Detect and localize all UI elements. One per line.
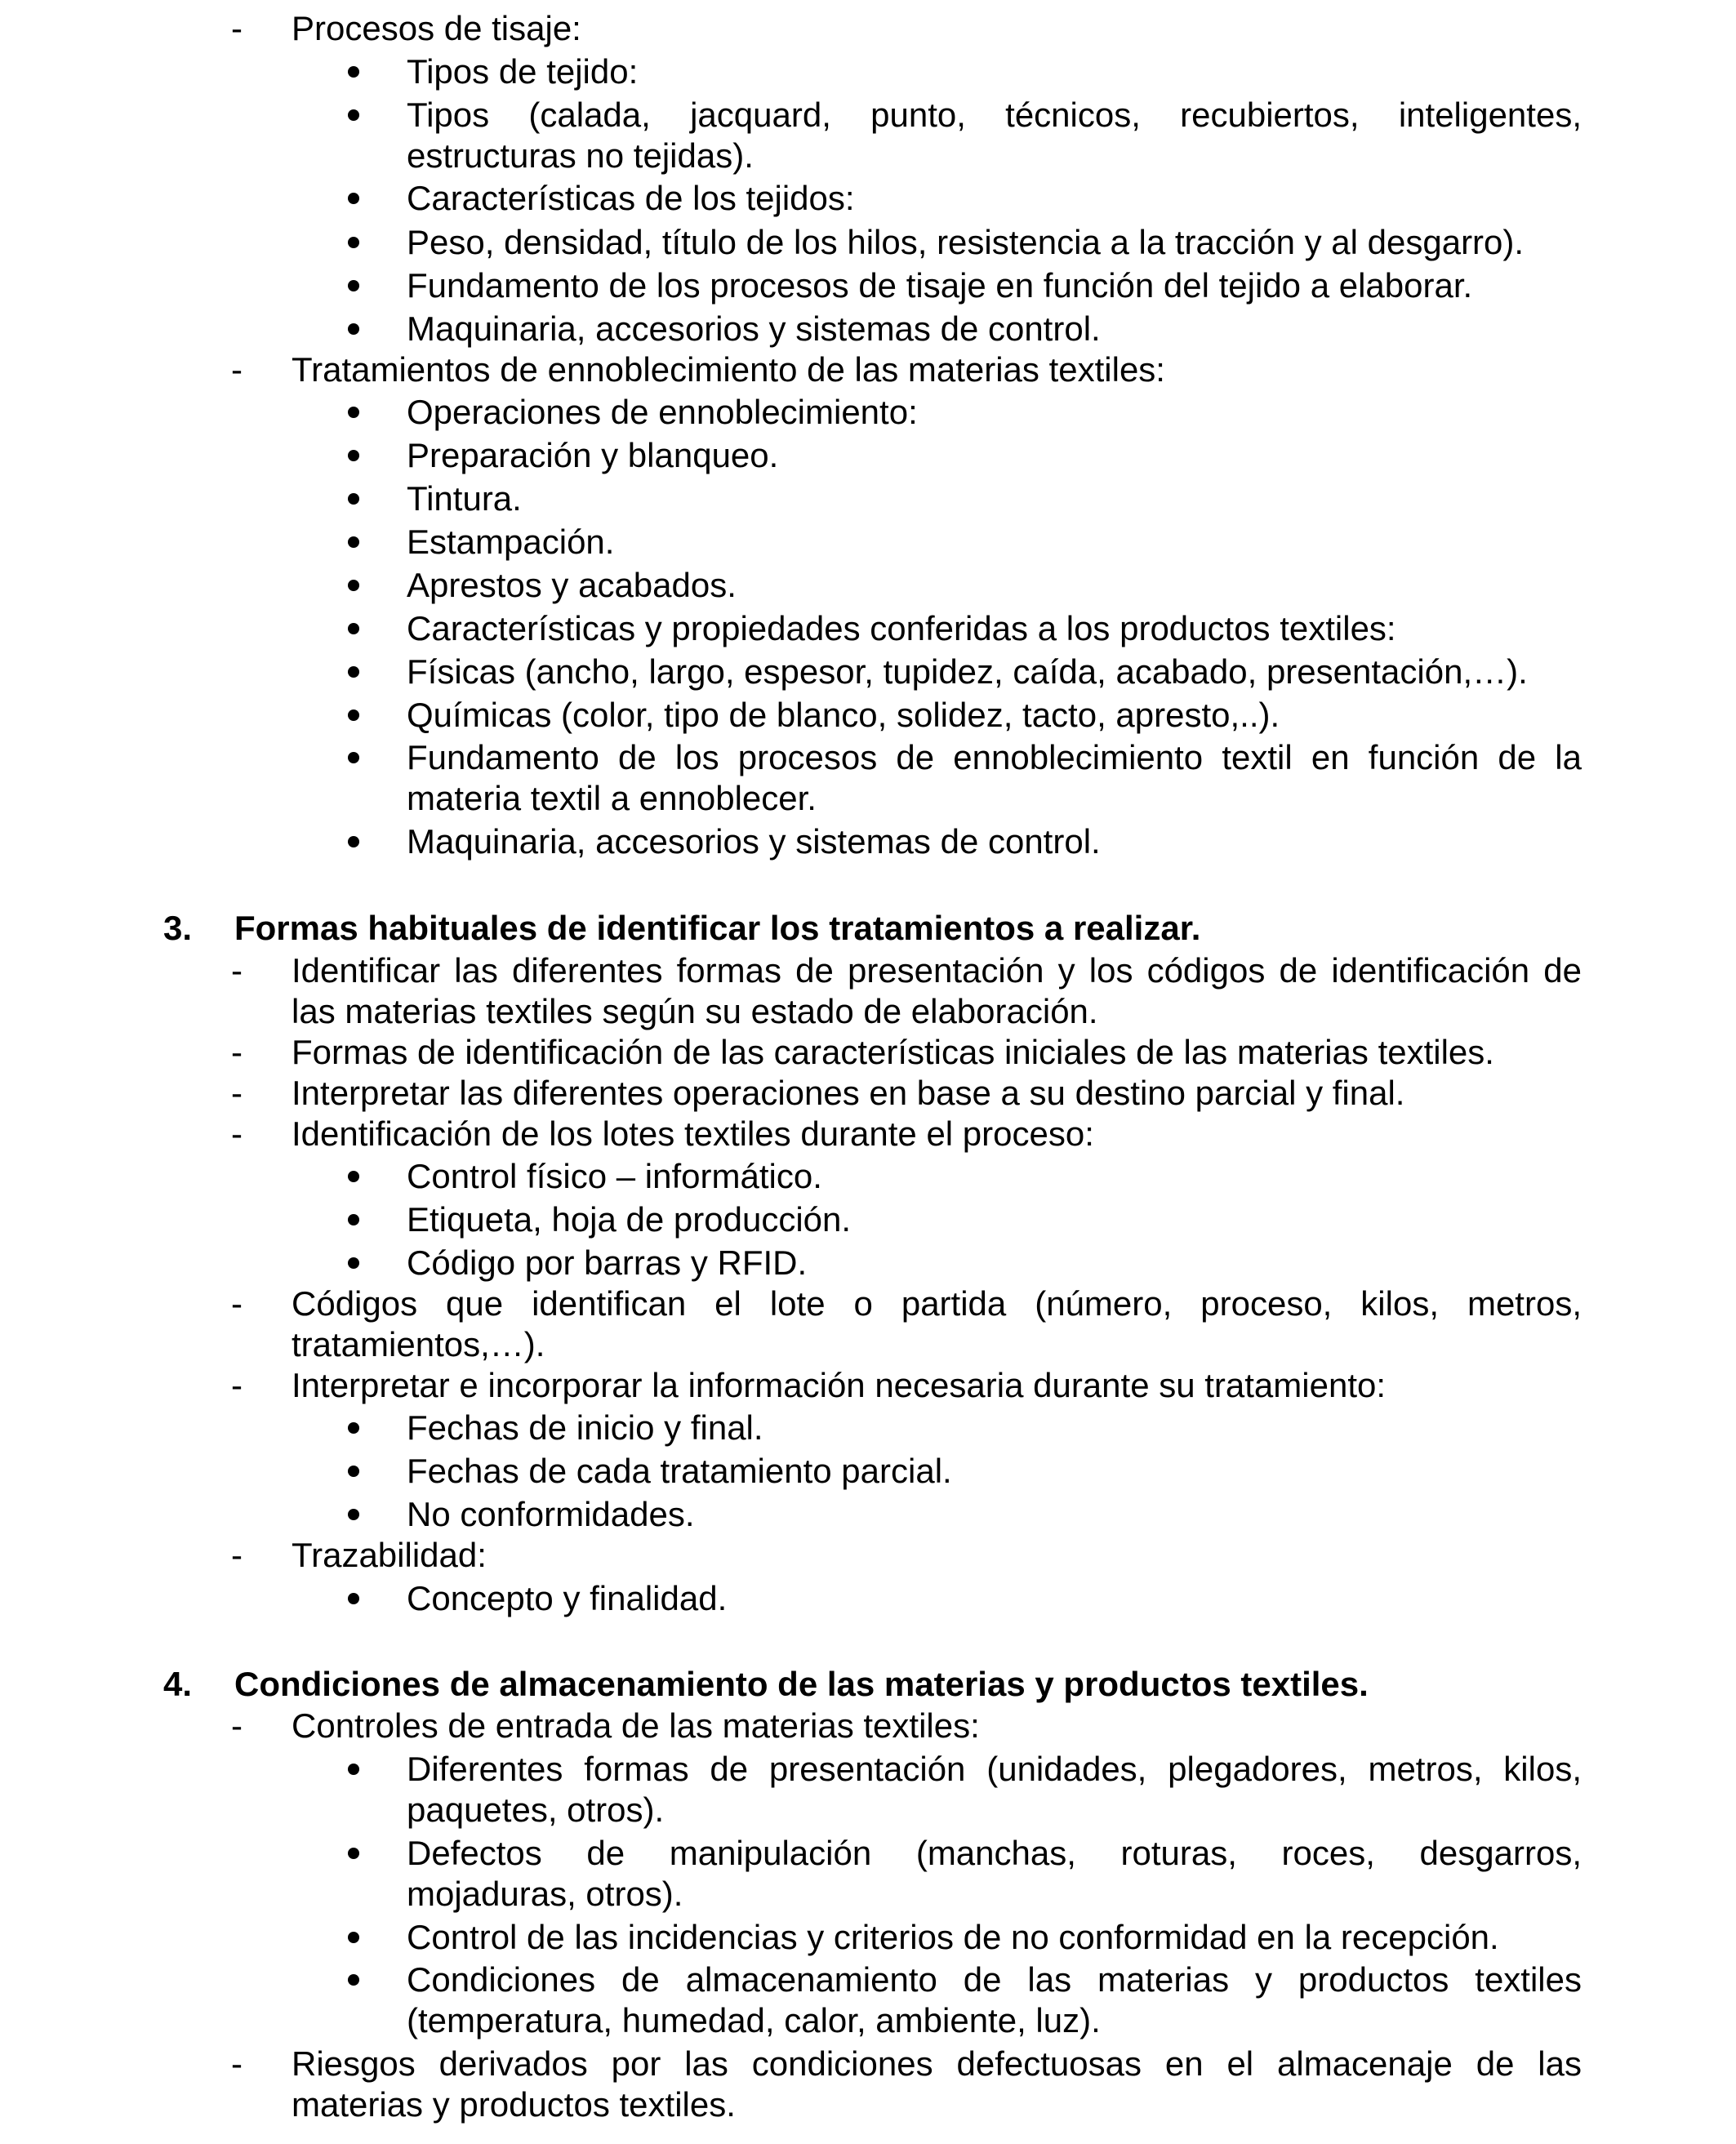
bullet-icon <box>346 222 364 263</box>
list-item: Peso, densidad, título de los hilos, resistencia a la tracción y al desgarro). <box>407 223 1525 261</box>
dash-marker: - <box>231 350 243 389</box>
section-heading: Formas habituales de identificar los tratamientos a realizar. <box>234 909 1201 947</box>
list-item: Físicas (ancho, largo, espesor, tupidez, caída, acabado, presentación,…). <box>407 652 1528 691</box>
list-item-continuation: las materias textiles según su estado de elaboración. <box>292 992 1098 1030</box>
bullet-icon <box>346 1494 364 1535</box>
bullet-icon <box>346 1578 364 1619</box>
bullet-icon <box>346 737 364 778</box>
list-item-continuation: estructuras no tejidas). <box>407 136 754 175</box>
list-item: Control físico – informático. <box>407 1157 822 1195</box>
bullet-icon <box>346 652 364 692</box>
list-item-continuation: materia textil a ennoblecer. <box>407 779 817 817</box>
bullet-icon <box>346 1749 364 1790</box>
bullet-icon <box>346 1917 364 1958</box>
list-item: Códigos que identifican el lote o partida (número, proceso, kilos, metros, <box>292 1284 1582 1323</box>
list-item: Características y propiedades conferidas a los productos textiles: <box>407 609 1396 647</box>
list-item: Interpretar las diferentes operaciones en base a su destino parcial y final. <box>292 1074 1405 1112</box>
bullet-icon <box>346 95 364 136</box>
list-item: Diferentes formas de presentación (unidades, plegadores, metros, kilos, <box>407 1750 1582 1788</box>
bullet-icon <box>346 1451 364 1492</box>
bullet-icon <box>346 1959 364 2000</box>
dash-marker: - <box>231 1033 243 1071</box>
list-item: Fundamento de los procesos de tisaje en función del tejido a elaborar. <box>407 266 1473 305</box>
list-item: Condiciones de almacenamiento de las materias y productos textiles <box>407 1960 1582 1999</box>
bullet-icon <box>346 1833 364 1874</box>
bullet-icon <box>346 392 364 433</box>
bullet-icon <box>346 821 364 862</box>
dash-marker: - <box>231 1114 243 1153</box>
list-item: Operaciones de ennoblecimiento: <box>407 393 918 431</box>
dash-marker: - <box>231 1536 243 1574</box>
list-item: Preparación y blanqueo. <box>407 436 779 474</box>
list-item: Interpretar e incorporar la información necesaria durante su tratamiento: <box>292 1366 1387 1404</box>
bullet-icon <box>346 435 364 476</box>
dash-marker: - <box>231 951 243 990</box>
list-item: Tipos (calada, jacquard, punto, técnicos, recubiertos, inteligentes, <box>407 96 1582 134</box>
dash-marker: - <box>231 1366 243 1404</box>
list-item: Características de los tejidos: <box>407 179 855 217</box>
section-number: 4. <box>163 1665 193 1703</box>
list-item: Etiqueta, hoja de producción. <box>407 1200 852 1239</box>
bullet-icon <box>346 1156 364 1197</box>
list-item: Defectos de manipulación (manchas, roturas, roces, desgarros, <box>407 1834 1582 1872</box>
bullet-icon <box>346 565 364 606</box>
list-item: Fundamento de los procesos de ennoblecimiento textil en función de la <box>407 738 1582 776</box>
bullet-icon <box>346 1199 364 1240</box>
list-item: Riesgos derivados por las condiciones defectuosas en el almacenaje de las <box>292 2044 1582 2083</box>
list-item: Tipos de tejido: <box>407 52 639 91</box>
dash-marker: - <box>231 1706 243 1745</box>
list-item-continuation: materias y productos textiles. <box>292 2085 736 2124</box>
list-item: Trazabilidad: <box>292 1536 487 1574</box>
list-item: Formas de identificación de las características iniciales de las materias textiles. <box>292 1033 1494 1071</box>
list-item: Tintura. <box>407 479 522 518</box>
dash-marker: - <box>231 1074 243 1112</box>
dash-marker: - <box>231 9 243 47</box>
list-item: Procesos de tisaje: <box>292 9 581 47</box>
list-item: Fechas de inicio y final. <box>407 1408 763 1447</box>
bullet-icon <box>346 695 364 736</box>
list-item: Estampación. <box>407 523 615 561</box>
list-item: Código por barras y RFID. <box>407 1243 808 1282</box>
list-item: Aprestos y acabados. <box>407 566 737 604</box>
list-item: Concepto y finalidad. <box>407 1579 728 1617</box>
dash-marker: - <box>231 2044 243 2083</box>
list-item: No conformidades. <box>407 1495 695 1533</box>
dash-marker: - <box>231 1284 243 1323</box>
bullet-icon <box>346 265 364 306</box>
list-item: Tratamientos de ennoblecimiento de las materias textiles: <box>292 350 1165 389</box>
bullet-icon <box>346 608 364 649</box>
section-heading: Condiciones de almacenamiento de las materias y productos textiles. <box>234 1665 1369 1703</box>
list-item: Fechas de cada tratamiento parcial. <box>407 1452 952 1490</box>
list-item-continuation: paquetes, otros). <box>407 1790 665 1829</box>
list-item-continuation: tratamientos,…). <box>292 1325 545 1363</box>
bullet-icon <box>346 1408 364 1448</box>
list-item-continuation: (temperatura, humedad, calor, ambiente, luz). <box>407 2001 1101 2039</box>
list-item: Identificar las diferentes formas de presentación y los códigos de identificación de <box>292 951 1582 990</box>
section-number: 3. <box>163 909 193 947</box>
list-item: Maquinaria, accesorios y sistemas de control. <box>407 822 1101 861</box>
bullet-icon <box>346 178 364 219</box>
bullet-icon <box>346 51 364 92</box>
list-item: Identificación de los lotes textiles durante el proceso: <box>292 1114 1094 1153</box>
list-item: Controles de entrada de las materias textiles: <box>292 1706 980 1745</box>
bullet-icon <box>346 522 364 563</box>
list-item: Maquinaria, accesorios y sistemas de control. <box>407 309 1101 348</box>
list-item-continuation: mojaduras, otros). <box>407 1875 683 1913</box>
list-item: Control de las incidencias y criterios de no conformidad en la recepción. <box>407 1918 1499 1956</box>
bullet-icon <box>346 1243 364 1283</box>
bullet-icon <box>346 309 364 349</box>
bullet-icon <box>346 478 364 519</box>
list-item: Químicas (color, tipo de blanco, solidez, tacto, apresto,..). <box>407 696 1280 734</box>
